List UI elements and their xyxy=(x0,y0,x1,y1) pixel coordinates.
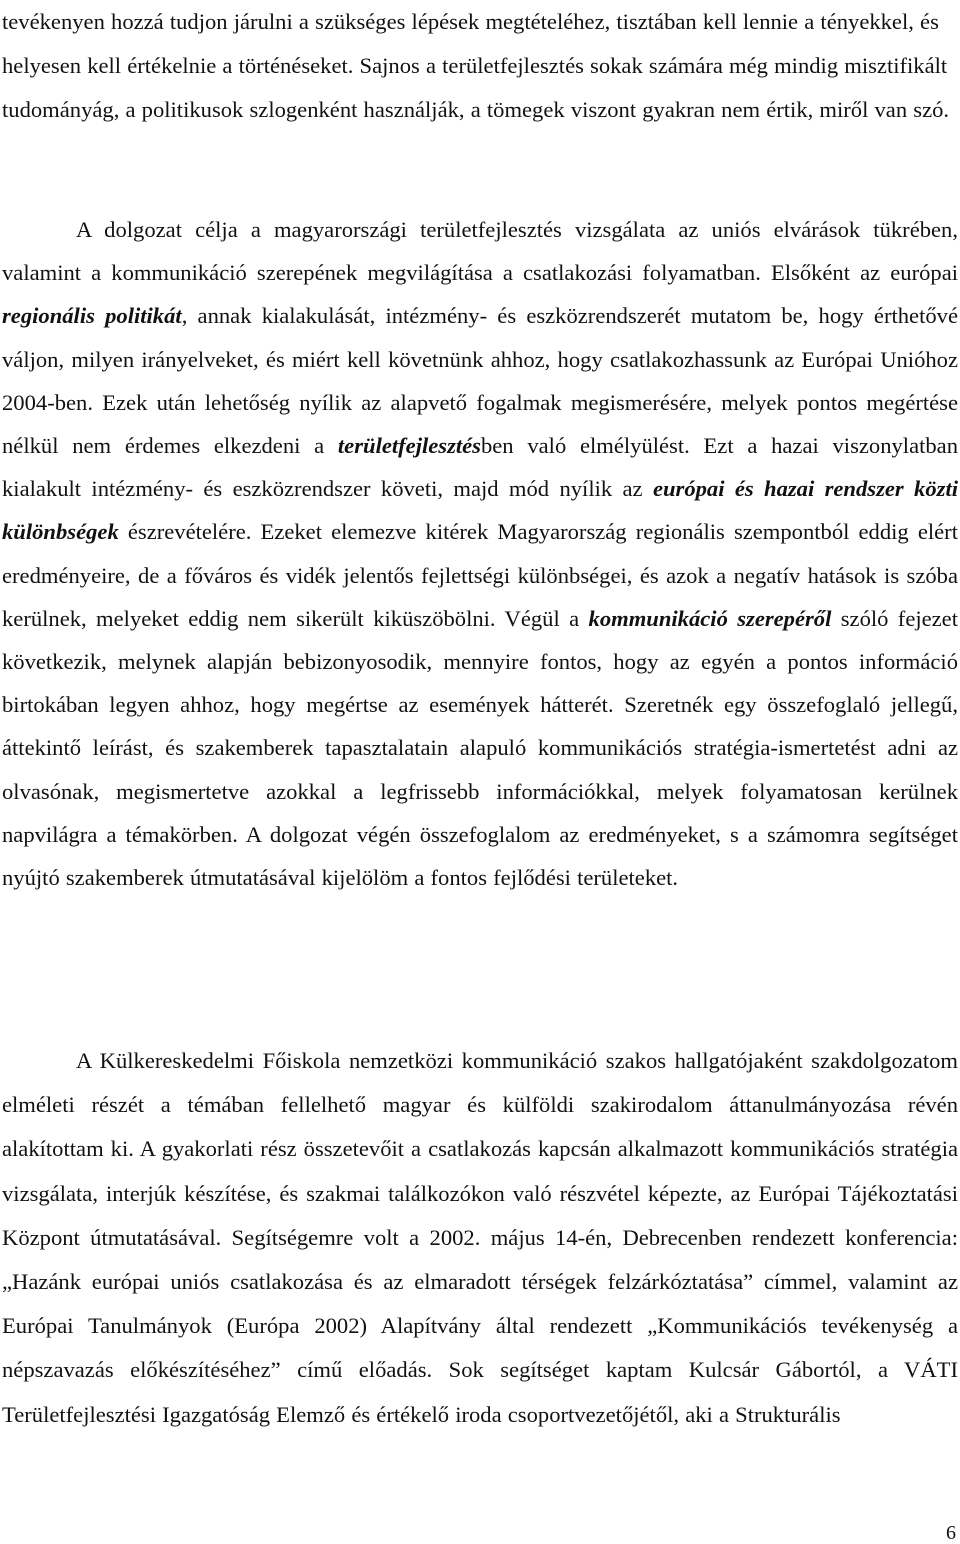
emphasis-role-of-communication: kommunikáció szerepéről xyxy=(588,605,832,631)
paragraph-continuation xyxy=(2,0,958,132)
paragraph-methodology xyxy=(2,1039,958,1437)
paragraph-2-text-5: szóló fejezet következik, melynek alapján bebizonyosodik, mennyire fontos, hogy az egyén a pontos információ birtokában legyen ahhoz, hogy megértse az események hátterét. Szeretnék egy összefoglaló jellegű, áttekintő leírást, és szakemberek tapasztalatain alapuló kommunikációs stratégia-ismertetést adni az olvasónak, megismertetve azokkal a legfrissebb információkkal, melyek folyamatosan kerülnek napvilágra a témakörben. A dolgozat végén összefoglalom az eredményeket, s a számomra segítséget nyújtó szakemberek útmutatásával kijelölöm a fontos fejlődési területeket. xyxy=(2,605,958,891)
paragraph-2-text-4: észrevételére. Ezeket elemezve kitérek Magyarország regionális szempontból eddig elért eredményeire, de a főváros és vidék jelentős fejlettségi különbségei, és azok a negatív hatások is szóba kerülnek, melyeket eddig nem sikerült kiküszöbölni. Végül a xyxy=(2,519,958,631)
paragraph-2-text-2: , annak kialakulását, intézmény- és eszközrendszerét mutatom be, hogy érthetővé váljon, milyen irányelveket, és miért kell követnünk ahhoz, hogy csatlakozhassunk az Európai Unióhoz 2004-ben. Ezek után lehetőség nyílik az alapvető fogalmak megismerésére, melyek pontos megértése nélkül nem érdemes elkezdeni a xyxy=(2,303,958,459)
paragraph-1-text: tevékenyen hozzá tudjon járulni a szükséges lépések megtételéhez, tisztában kell lennie a tényekkel, és helyesen kell értékelnie a történéseket. Sajnos a területfejlesztés sokak számára még mindig misztifikált tudományág, a politikusok szlogenként használják, a tömegek viszont gyakran nem értik, miről van szó. xyxy=(2,9,950,122)
emphasis-system-differences: európai és hazai rendszer közti különbségek xyxy=(2,476,958,545)
paragraph-2-text-1: A dolgozat célja a magyarországi területfejlesztés vizsgálata az uniós elvárások tükrében, valamint a kommunikáció szerepének megvilágítása a csatlakozási folyamatban. Elsőként az európai xyxy=(2,217,958,286)
emphasis-regional-policy: regionális politikát xyxy=(2,303,182,329)
page-number: 6 xyxy=(946,1522,956,1544)
paragraph-thesis-aim xyxy=(2,208,958,899)
paragraph-3-text: A Külkereskedelmi Főiskola nemzetközi kommunikáció szakos hallgatójaként szakdolgozatom elméleti részét a témában fellelhető magyar és külföldi szakirodalom áttanulmányozása révén alakítottam ki. A gyakorlati rész összetevőit a csatlakozás kapcsán alkalmazott kommunikációs stratégia vizsgálata, interjúk készítése, és szakmai találkozókon való részvétel képezte, az Európai Tájékoztatási Központ útmutatásával. Segítségemre volt a 2002. május 14-én, Debrecenben rendezett konferencia: „Hazánk európai uniós csatlakozása és az elmaradott térségek felzárkóztatása” címmel, valamint az Európai Tanulmányok (Európa 2002) Alapítvány által rendezett „Kommunikációs tevékenység a népszavazás előkészítéséhez” című előadás. Sok segítséget kaptam Kulcsár Gábortól, a VÁTI Területfejlesztési Igazgatóság Elemző és értékelő iroda csoportvezetőjétől, aki a Strukturális xyxy=(2,1048,958,1427)
paragraph-2-text-3: ben való elmélyülést. Ezt a hazai viszonylatban kialakult intézmény- és eszközrendszer követi, majd mód nyílik az xyxy=(2,433,958,502)
emphasis-regional-development: területfejlesztés xyxy=(337,433,481,459)
